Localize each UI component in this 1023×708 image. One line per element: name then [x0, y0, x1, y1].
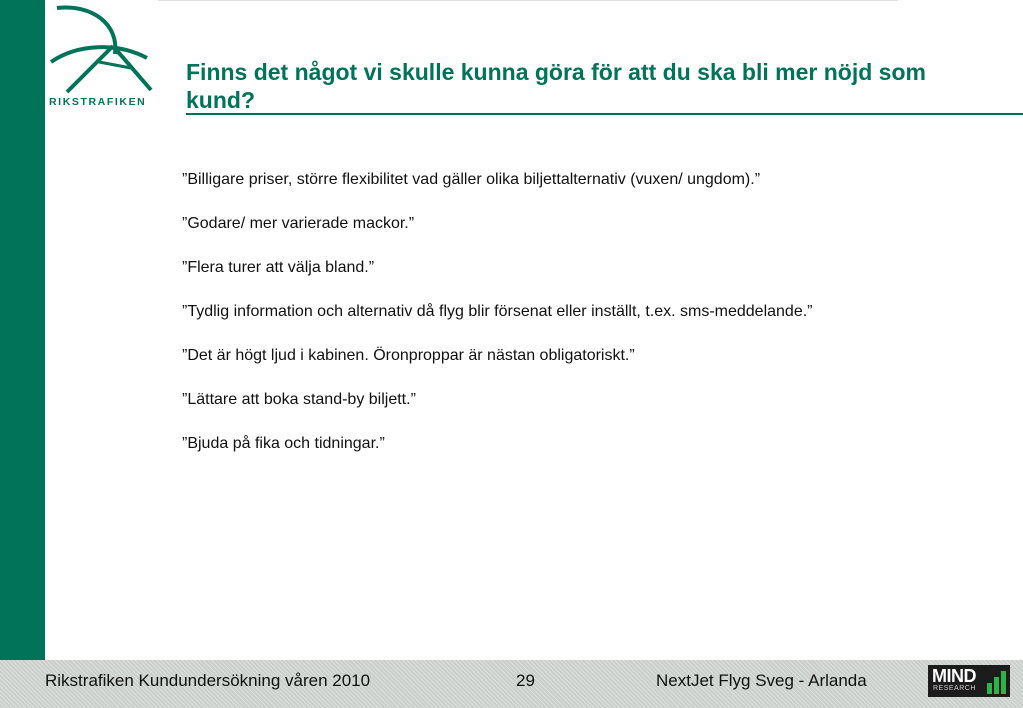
logo-wordmark: RIKSTRAFIKEN: [49, 96, 147, 108]
quote-item: ”Flera turer att välja bland.”: [182, 259, 375, 276]
bar-chart-icon: [986, 669, 1008, 695]
quote-item: ”Billigare priser, större flexibilitet vad gäller olika biljettalternativ (vuxen/ ungdom).”: [182, 171, 761, 188]
footer-survey-label: Rikstrafiken Kundundersökning våren 2010: [45, 671, 371, 690]
title-underline: [186, 113, 1023, 115]
mind-logo-word: MIND: [932, 666, 976, 686]
quote-item: ”Godare/ mer varierade mackor.”: [182, 215, 415, 232]
quote-item: ”Det är högt ljud i kabinen. Öronproppar är nästan obligatoriskt.”: [182, 347, 635, 364]
mind-logo-sub: RESEARCH: [933, 685, 976, 692]
footer-route-label: NextJet Flyg Sveg - Arlanda: [656, 671, 867, 690]
quote-item: ”Bjuda på fika och tidningar.”: [182, 435, 385, 452]
slide-footer: [0, 660, 1023, 708]
left-accent-bar: [0, 0, 45, 660]
top-divider: [158, 0, 898, 1]
quote-list: [182, 170, 1002, 478]
rikstrafiken-logo: [47, 2, 157, 114]
rikstrafiken-logo-icon: [47, 2, 157, 97]
quote-item: ”Tydlig information och alternativ då flyg blir försenat eller inställt, t.ex. sms-meddelande.”: [182, 303, 813, 320]
quote-item: ”Lättare att boka stand-by biljett.”: [182, 391, 416, 408]
footer-page-number: 29: [516, 671, 535, 690]
mind-research-logo: [928, 665, 1010, 697]
slide-title: Finns det något vi skulle kunna göra för att du ska bli mer nöjd som kund?: [186, 59, 926, 113]
